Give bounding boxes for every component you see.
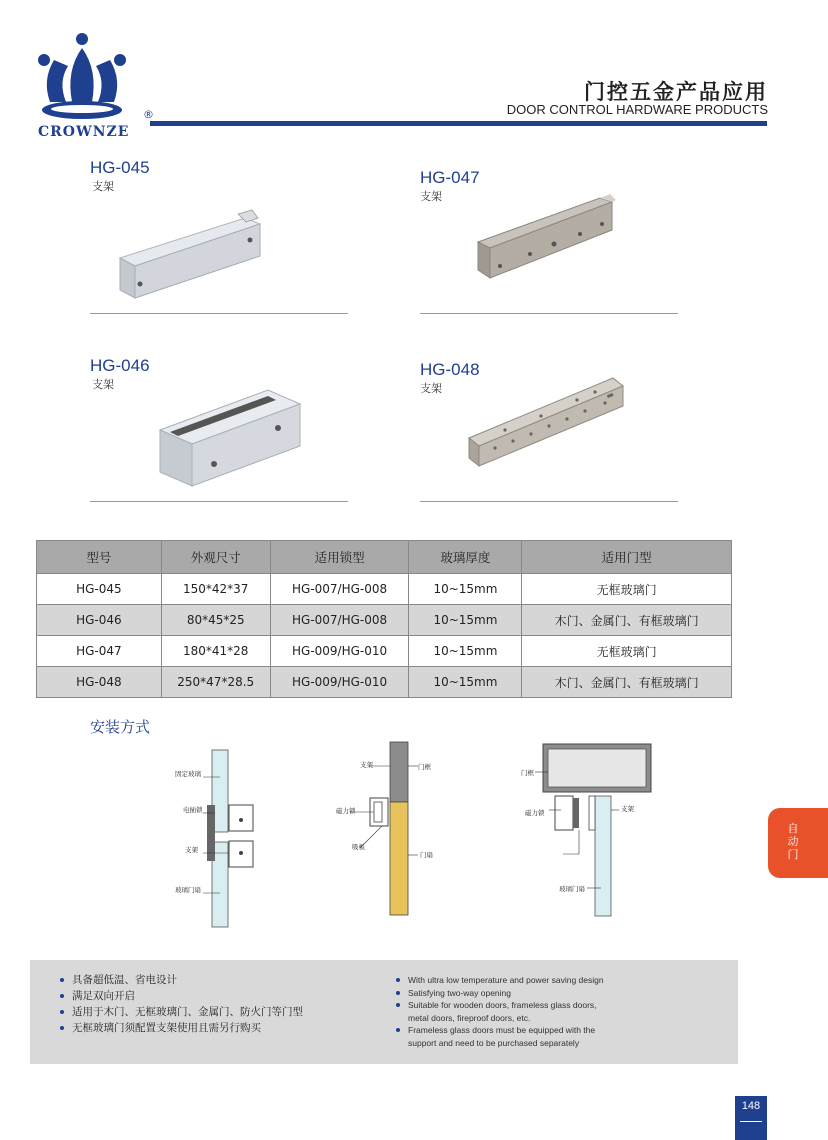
page-number: 148 xyxy=(741,1100,761,1112)
table-cell: 250*47*28.5 xyxy=(161,667,270,698)
registered-mark: ® xyxy=(143,108,154,121)
feature-item: Satisfying two-way opening xyxy=(396,987,616,1000)
label-bracket: 支架 xyxy=(360,761,373,769)
table-cell: HG-047 xyxy=(37,636,162,667)
table-cell: HG-048 xyxy=(37,667,162,698)
table-cell: 10~15mm xyxy=(409,667,522,698)
product-image-hg047 xyxy=(470,190,620,294)
product-code: HG-047 xyxy=(420,168,480,187)
page-title-cn: 门控五金产品应用 xyxy=(584,79,768,104)
table-cell: 木门、金属门、有框玻璃门 xyxy=(522,605,732,636)
feature-item: Suitable for wooden doors, frameless glass doors, metal doors, fireproof doors, etc. xyxy=(396,999,616,1024)
feature-item: With ultra low temperature and power saving design xyxy=(396,974,616,987)
table-cell: HG-046 xyxy=(37,605,162,636)
table-cell: 10~15mm xyxy=(409,636,522,667)
install-title: 安装方式 xyxy=(90,718,151,736)
features-list-en xyxy=(396,974,616,1049)
header-divider xyxy=(150,121,767,126)
table-cell: HG-045 xyxy=(37,574,162,605)
product-divider xyxy=(420,313,678,314)
product-type: 支架 xyxy=(420,382,442,395)
page-number-underline xyxy=(740,1121,762,1122)
side-tab-label: 自动门 xyxy=(787,822,799,861)
label-glass-door: 玻璃门扇 xyxy=(175,886,201,894)
label-frame: 门框 xyxy=(418,763,431,771)
label-magnetic-lock: 磁力锁 xyxy=(525,809,545,817)
feature-item: 无框玻璃门须配置支架使用且需另行购买 xyxy=(60,1020,380,1036)
product-image-hg046 xyxy=(150,380,310,494)
table-cell: 10~15mm xyxy=(409,605,522,636)
feature-item: 满足双向开启 xyxy=(60,988,380,1004)
col-header-lock: 适用锁型 xyxy=(270,541,409,574)
table-cell: HG-009/HG-010 xyxy=(270,636,409,667)
product-code: HG-045 xyxy=(90,158,150,177)
label-bracket: 支架 xyxy=(185,846,198,854)
product-image-hg045 xyxy=(110,200,270,309)
install-diagram-frame-magnetic xyxy=(330,740,445,920)
table-header-row xyxy=(37,541,732,574)
brand-name: CROWNZE xyxy=(38,124,130,140)
product-divider xyxy=(420,501,678,502)
col-header-glass: 玻璃厚度 xyxy=(409,541,522,574)
install-diagram-glass-lock xyxy=(165,745,275,930)
table-cell: HG-007/HG-008 xyxy=(270,574,409,605)
product-type: 支架 xyxy=(92,180,114,193)
col-header-size: 外观尺寸 xyxy=(161,541,270,574)
table-row xyxy=(37,667,732,698)
features-box xyxy=(30,960,738,1064)
table-row xyxy=(37,636,732,667)
table-cell: 无框玻璃门 xyxy=(522,636,732,667)
label-armature-plate: 吸板 xyxy=(352,843,365,851)
product-type: 支架 xyxy=(92,378,114,391)
feature-item: 适用于木门、无框玻璃门、金属门、防火门等门型 xyxy=(60,1004,380,1020)
label-door-leaf: 门扇 xyxy=(420,851,433,859)
label-fixed-glass: 固定玻璃 xyxy=(175,770,201,778)
table-cell: 150*42*37 xyxy=(161,574,270,605)
label-frame: 门框 xyxy=(521,769,534,777)
spec-table xyxy=(36,540,732,698)
features-list-cn xyxy=(60,972,380,1036)
table-cell: 木门、金属门、有框玻璃门 xyxy=(522,667,732,698)
table-cell: HG-007/HG-008 xyxy=(270,605,409,636)
section-side-tab[interactable] xyxy=(768,808,828,878)
product-code: HG-048 xyxy=(420,360,480,379)
table-row xyxy=(37,574,732,605)
label-electric-lock: 电插锁 xyxy=(183,806,203,814)
table-cell: 180*41*28 xyxy=(161,636,270,667)
product-image-hg048 xyxy=(465,372,630,476)
product-code: HG-046 xyxy=(90,356,150,375)
label-magnetic-lock: 磁力锁 xyxy=(336,807,356,815)
col-header-door: 适用门型 xyxy=(522,541,732,574)
col-header-model: 型号 xyxy=(37,541,162,574)
table-cell: 10~15mm xyxy=(409,574,522,605)
label-glass-door: 玻璃门扇 xyxy=(559,885,585,893)
feature-item: Frameless glass doors must be equipped with the support and need to be purchased separately xyxy=(396,1024,616,1049)
product-type: 支架 xyxy=(420,190,442,203)
product-divider xyxy=(90,501,348,502)
page-title-en: DOOR CONTROL HARDWARE PRODUCTS xyxy=(506,102,768,117)
label-bracket: 支架 xyxy=(621,805,634,813)
table-cell: 80*45*25 xyxy=(161,605,270,636)
table-cell: 无框玻璃门 xyxy=(522,574,732,605)
table-row xyxy=(37,605,732,636)
table-cell: HG-009/HG-010 xyxy=(270,667,409,698)
product-divider xyxy=(90,313,348,314)
feature-item: 具备超低温、省电设计 xyxy=(60,972,380,988)
install-diagram-frame-glass xyxy=(515,742,660,922)
